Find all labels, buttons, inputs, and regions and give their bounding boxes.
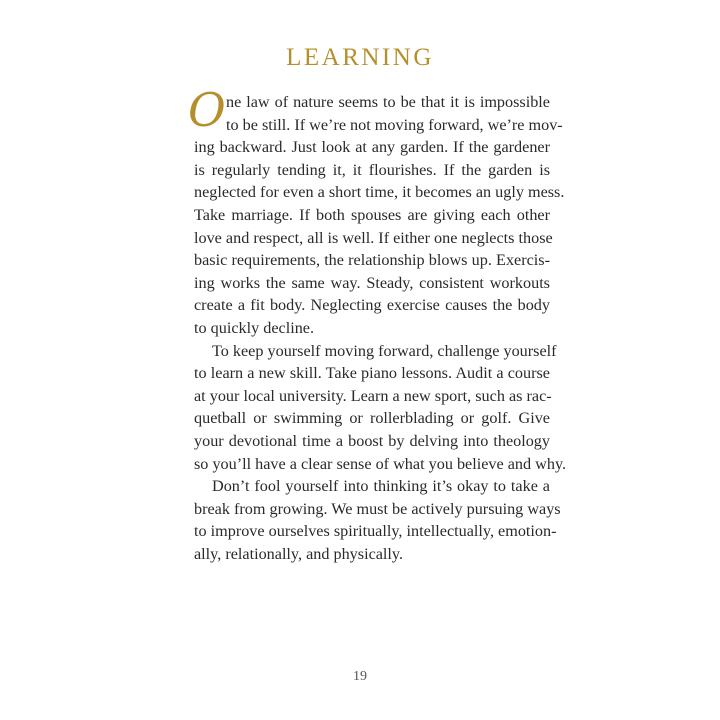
text-line: to quickly decline. — [194, 318, 315, 337]
text-line: to be still. If we’re not moving forward, we’re mov- — [226, 115, 563, 134]
text-line: Don’t fool yourself into thinking it’s okay to take a — [212, 477, 550, 496]
text-line: create a fit body. Neglecting exercise causes the body — [194, 296, 550, 315]
text-line: ally, relationally, and physically. — [194, 544, 404, 563]
text-line: neglected for even a short time, it becomes an ugly mess. — [194, 183, 565, 202]
page-number: 19 — [353, 669, 367, 684]
chapter-title: LEARNING — [286, 44, 434, 71]
text-line: love and respect, all is well. If either one neglects those — [194, 228, 553, 247]
text-line: so you’ll have a clear sense of what you believe and why. — [194, 454, 567, 473]
drop-cap: O — [188, 83, 226, 137]
text-line: to learn a new skill. Take piano lessons. Audit a course — [194, 364, 550, 383]
body-text — [188, 83, 567, 565]
text-line: To keep yourself moving forward, challenge yourself — [212, 341, 557, 360]
text-line: quetball or swimming or rollerblading or golf. Give — [194, 409, 550, 428]
text-line: Take marriage. If both spouses are giving each other — [194, 205, 550, 224]
text-line: ne law of nature seems to be that it is impossible — [226, 93, 550, 111]
text-line: is regularly tending it, it flourishes. If the garden is — [194, 160, 550, 179]
text-line: to improve ourselves spiritually, intellectually, emotion- — [194, 522, 557, 541]
text-line: at your local university. Learn a new sport, such as rac- — [194, 386, 552, 405]
text-line: ing backward. Just look at any garden. If the gardener — [194, 138, 550, 157]
text-line: basic requirements, the relationship blows up. Exercis- — [194, 251, 550, 270]
text-line: ing works the same way. Steady, consistent workouts — [194, 273, 550, 292]
text-line: break from growing. We must be actively pursuing ways — [194, 499, 561, 518]
text-line: your devotional time a boost by delving into theology — [194, 431, 550, 450]
